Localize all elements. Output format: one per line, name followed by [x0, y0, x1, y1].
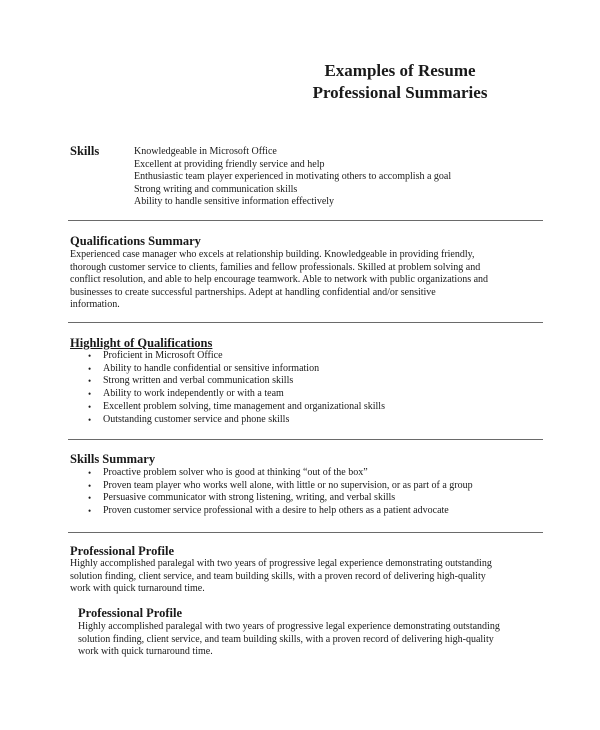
bullet-icon: • [88, 506, 92, 517]
page-title-line2: Professional Summaries [312, 83, 488, 102]
list-item-text: Excellent problem solving, time management and organizational skills [103, 400, 385, 412]
skills-item: Knowledgeable in Microsoft Office [134, 146, 277, 157]
bullet-icon: • [88, 480, 92, 491]
paragraph-line: solution finding, client service, and team building skills, with a proven record of delivering high-quality [70, 570, 486, 582]
bullet-icon: • [88, 389, 92, 400]
divider [68, 439, 543, 440]
list-item-text: Outstanding customer service and phone skills [103, 413, 290, 425]
list-item-text: Proven team player who works well alone, with little or no supervision, or as part of a group [103, 479, 473, 491]
paragraph-line: Highly accomplished paralegal with two years of progressive legal experience demonstrating outstanding [70, 558, 492, 569]
skills-heading: Skills [70, 144, 100, 158]
skills-item: Ability to handle sensitive information effectively [134, 196, 335, 208]
highlight-list [70, 350, 385, 426]
skills-item: Excellent at providing friendly service and help [134, 158, 325, 170]
skills-item: Enthusiastic team player experienced in motivating others to accomplish a goal [134, 171, 452, 183]
highlight-heading: Highlight of Qualifications [70, 336, 213, 350]
skills-item: Strong writing and communication skills [134, 183, 298, 195]
paragraph-line: information. [70, 299, 120, 311]
bullet-icon: • [88, 468, 92, 478]
bullet-icon: • [88, 493, 92, 504]
list-item [70, 375, 385, 388]
list-item-text: Proactive problem solver who is good at thinking “out of the box” [103, 467, 368, 478]
list-item [70, 505, 473, 518]
paragraph-line: work with quick turnaround time. [70, 583, 205, 595]
list-item-text: Persuasive communicator with strong listening, writing, and verbal skills [103, 492, 396, 504]
paragraph-line: Highly accomplished paralegal with two years of progressive legal experience demonstrating outstanding [78, 621, 500, 632]
list-item-text: Strong written and verbal communication skills [103, 375, 294, 387]
list-item-text: Proven customer service professional with a desire to help others as a patient advocate [103, 505, 449, 517]
divider [68, 322, 543, 323]
professional-profile-heading-2: Professional Profile [78, 606, 183, 620]
list-item [70, 363, 385, 376]
paragraph-line: work with quick turnaround time. [78, 646, 213, 658]
paragraph-line: Experienced case manager who excels at relationship building. Knowledgeable in providing friendly, [70, 249, 475, 260]
skills-summary-list [70, 467, 473, 518]
list-item [70, 350, 385, 363]
paragraph-line: solution finding, client service, and team building skills, with a proven record of delivering high-quality [78, 633, 494, 645]
list-item [70, 414, 385, 427]
qualifications-summary-heading: Qualifications Summary [70, 234, 201, 248]
divider [68, 532, 543, 533]
list-item [70, 492, 473, 505]
page-title-line1: Examples of Resume [324, 61, 476, 80]
page-title [300, 60, 500, 104]
bullet-icon: • [88, 414, 92, 425]
list-item [70, 401, 385, 414]
bullet-icon: • [88, 401, 92, 412]
bullet-icon: • [88, 376, 92, 387]
list-item [70, 480, 473, 493]
paragraph-line: thorough customer service to clients, families and fellow professionals. Skilled at problem solving and [70, 261, 481, 273]
divider [68, 220, 543, 221]
list-item-text: Proficient in Microsoft Office [103, 350, 223, 361]
list-item-text: Ability to work independently or with a team [103, 388, 284, 400]
paragraph-line: conflict resolution, and able to help encourage teamwork. Able to network with public organizations and [70, 274, 489, 286]
list-item [70, 388, 385, 401]
bullet-icon: • [88, 351, 92, 361]
list-item-text: Ability to handle confidential or sensitive information [103, 362, 320, 374]
paragraph-line: businesses to create successful partnerships. Adept at handling confidential and/or sensitive [70, 286, 436, 298]
list-item [70, 467, 473, 480]
skills-summary-heading: Skills Summary [70, 452, 156, 466]
professional-profile-heading: Professional Profile [70, 544, 175, 558]
bullet-icon: • [88, 363, 92, 374]
